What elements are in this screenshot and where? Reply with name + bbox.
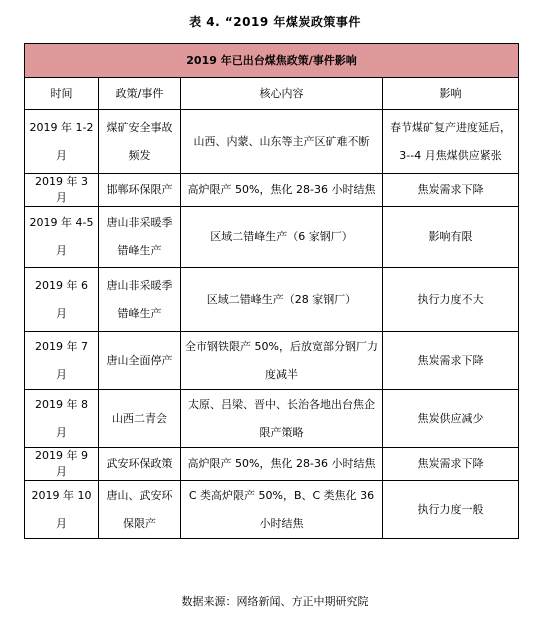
cell-impact: 春节煤矿复产进度延后，3--4 月焦煤供应紧张 xyxy=(383,110,519,174)
cell-content: 山西、内蒙、山东等主产区矿难不断 xyxy=(181,110,383,174)
cell-impact: 焦炭需求下降 xyxy=(383,448,519,481)
header-content: 核心内容 xyxy=(181,78,383,110)
cell-content: C 类高炉限产 50%，B、C 类焦化 36 小时结焦 xyxy=(181,481,383,539)
header-time: 时间 xyxy=(25,78,99,110)
cell-policy: 邯郸环保限产 xyxy=(99,174,181,207)
cell-impact: 执行力度一般 xyxy=(383,481,519,539)
cell-content: 全市钢铁限产 50%，后放宽部分钢厂力度减半 xyxy=(181,332,383,390)
cell-content: 太原、吕梁、晋中、长治各地出台焦企限产策略 xyxy=(181,390,383,448)
coal-policy-table xyxy=(24,43,519,539)
cell-policy: 唐山全面停产 xyxy=(99,332,181,390)
cell-time: 2019 年 6 月 xyxy=(25,268,99,332)
table-row xyxy=(25,268,519,332)
cell-policy: 武安环保政策 xyxy=(99,448,181,481)
cell-policy: 唐山、武安环保限产 xyxy=(99,481,181,539)
table-row xyxy=(25,448,519,481)
cell-policy: 唐山非采暖季错峰生产 xyxy=(99,268,181,332)
cell-time: 2019 年 8 月 xyxy=(25,390,99,448)
cell-time: 2019 年 4-5 月 xyxy=(25,207,99,268)
cell-impact: 影响有限 xyxy=(383,207,519,268)
table-row xyxy=(25,174,519,207)
cell-time: 2019 年 7 月 xyxy=(25,332,99,390)
data-source-note: 数据来源：网络新闻、方正中期研究院 xyxy=(181,595,369,608)
cell-policy: 煤矿安全事故频发 xyxy=(99,110,181,174)
table-caption: 表 4. “2019 年煤炭政策事件 xyxy=(189,15,361,29)
cell-content: 高炉限产 50%，焦化 28-36 小时结焦 xyxy=(181,174,383,207)
table-banner: 2019 年已出台煤焦政策/事件影响 xyxy=(25,44,519,78)
table-row xyxy=(25,390,519,448)
cell-time: 2019 年 10 月 xyxy=(25,481,99,539)
cell-impact: 焦炭需求下降 xyxy=(383,174,519,207)
table-row xyxy=(25,110,519,174)
cell-time: 2019 年 9 月 xyxy=(25,448,99,481)
cell-content: 高炉限产 50%，焦化 28-36 小时结焦 xyxy=(181,448,383,481)
header-policy: 政策/事件 xyxy=(99,78,181,110)
cell-policy: 唐山非采暖季错峰生产 xyxy=(99,207,181,268)
cell-impact: 焦炭需求下降 xyxy=(383,332,519,390)
cell-content: 区域二错峰生产（6 家钢厂） xyxy=(181,207,383,268)
table-row xyxy=(25,332,519,390)
table-row xyxy=(25,207,519,268)
cell-content: 区域二错峰生产（28 家钢厂） xyxy=(181,268,383,332)
cell-impact: 执行力度不大 xyxy=(383,268,519,332)
table-row xyxy=(25,481,519,539)
cell-time: 2019 年 3 月 xyxy=(25,174,99,207)
cell-policy: 山西二青会 xyxy=(99,390,181,448)
cell-impact: 焦炭供应减少 xyxy=(383,390,519,448)
cell-time: 2019 年 1-2 月 xyxy=(25,110,99,174)
header-impact: 影响 xyxy=(383,78,519,110)
